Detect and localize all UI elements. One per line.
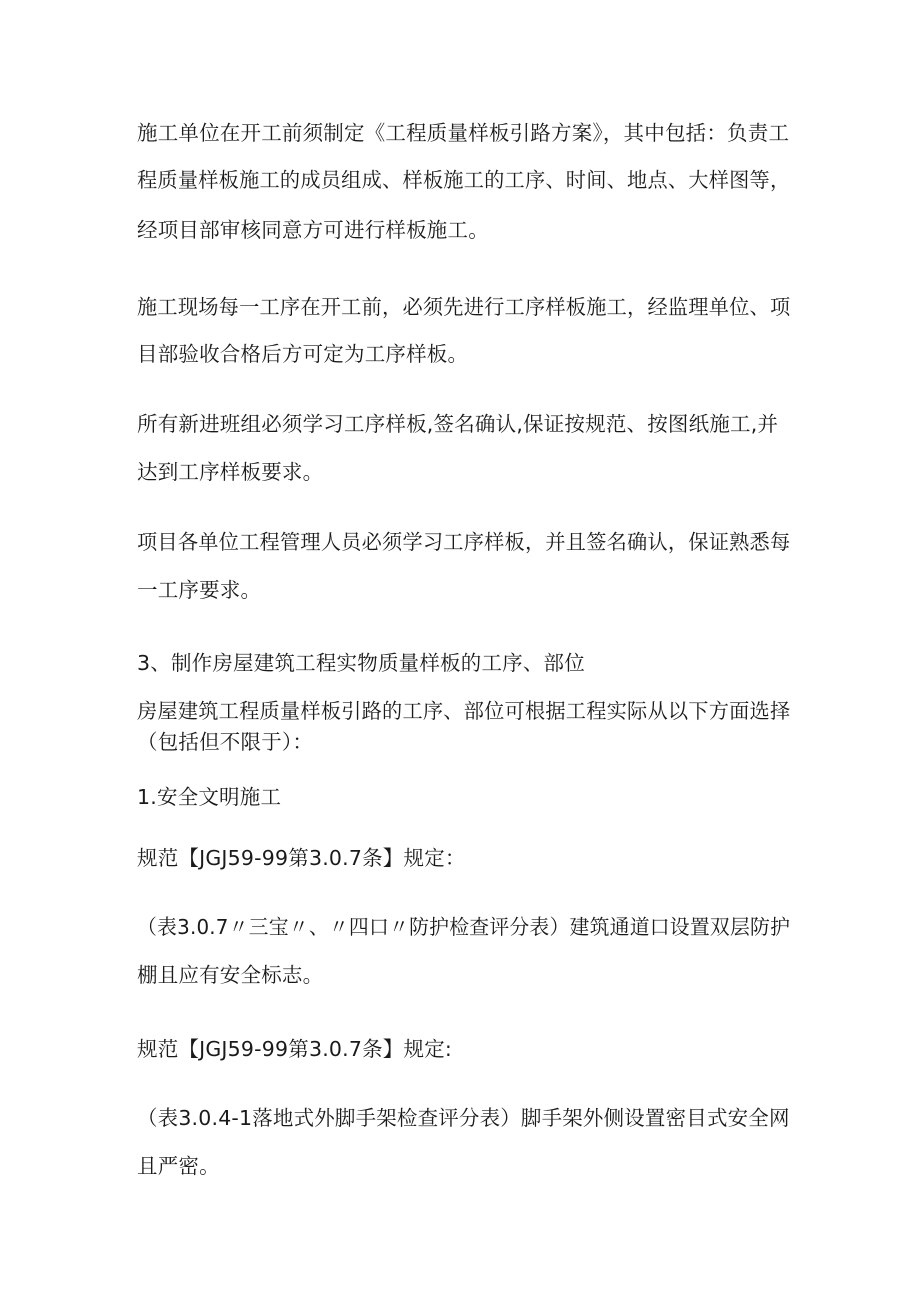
paragraph-11-line-2: 且严密。 [137,1154,220,1178]
paragraph-6-line-2: （包括但不限于）： [137,730,314,754]
list-item-1: 1.安全文明施工 [137,785,282,809]
paragraph-3-line-2: 达到工序样板要求。 [137,460,324,484]
paragraph-4-line-1: 项目各单位工程管理人员必须学习工序样板，并且签名确认，保证熟悉每 [137,530,791,554]
spec-reference-1: 规范【JGJ59-99第3.0.7条】规定： [137,846,466,870]
paragraph-9-line-2: 棚且应有安全标志。 [137,963,324,987]
paragraph-9-line-1: （表3.0.7〃三宝〃、〃四口〃防护检查评分表）建筑通道口设置双层防护 [137,915,791,939]
paragraph-1-line-3: 经项目部审核同意方可进行样板施工。 [137,218,489,242]
paragraph-2-line-1: 施工现场每一工序在开工前，必须先进行工序样板施工，经监理单位、项 [137,295,791,319]
section-heading: 3、制作房屋建筑工程实物质量样板的工序、部位 [137,651,585,675]
paragraph-4-line-2: 一工序要求。 [137,578,262,602]
paragraph-2-line-2: 目部验收合格后方可定为工序样板。 [137,342,469,366]
paragraph-1-line-2: 程质量样板施工的成员组成、样板施工的工序、时间、地点、大样图等， [137,168,791,192]
spec-reference-2: 规范【JGJ59-99第3.0.7条】规定: [137,1037,453,1061]
paragraph-1-line-1: 施工单位在开工前须制定《工程质量样板引路方案》，其中包括：负责工 [137,121,790,145]
paragraph-11-line-1: （表3.0.4-1落地式外脚手架检查评分表）脚手架外侧设置密目式安全网 [137,1106,790,1130]
paragraph-3-line-1: 所有新进班组必须学习工序样板,签名确认,保证按规范、按图纸施工,并 [137,412,779,436]
paragraph-6-line-1: 房屋建筑工程质量样板引路的工序、部位可根据工程实际从以下方面选择 [137,699,791,723]
